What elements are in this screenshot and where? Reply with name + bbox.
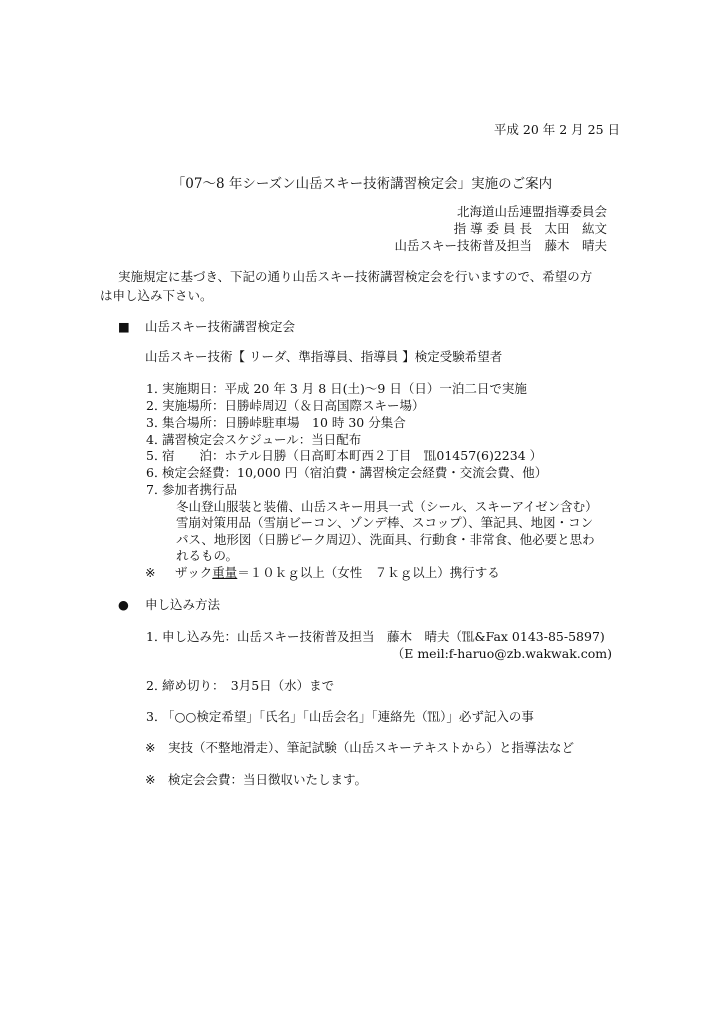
section-bullet-circle: ● (118, 597, 129, 612)
list-item-number: 6． (146, 465, 167, 480)
section2-heading: 申し込み方法 (145, 597, 221, 612)
note-text: ＝１０ｋｇ以上（女性 ７ｋｇ以上）携行する (237, 565, 500, 580)
intro-line: は申し込み下さい。 (100, 288, 213, 303)
equipment-line: れるもの。 (176, 548, 239, 563)
equipment-line: パス、地形図（日勝ピーク周辺）、洗面具、行動食・非常食、他必要と思わ (176, 532, 595, 547)
list-item-number: 1． (146, 381, 167, 396)
backpack-weight-note (175, 565, 500, 581)
list-item-number: 4． (146, 432, 167, 447)
list-item-number: 5． (146, 448, 167, 463)
document-title: 「07～8 年シーズン山岳スキー技術講習検定会」実施のご案内 (171, 176, 553, 192)
list-item-schedule: 講習検定会スケジュール：当日配布 (162, 432, 362, 447)
intro-line: 実施規定に基づき、下記の通り山岳スキー技術講習検定会を行いますので、希望の方 (118, 269, 593, 284)
issuer-organization: 北海道山岳連盟指導委員会 (456, 204, 607, 219)
list-item-meeting-place: 集合場所：日勝峠駐車場 10 時 30 分集合 (162, 415, 406, 430)
list-item-lodging: 宿 泊：ホテル日勝（日高町本町西２丁目 ℡01457(6)2234 ） (162, 448, 543, 463)
list-item-deadline: 締め切り： 3月5日（水）まで (162, 678, 335, 693)
fee-collection-note: 検定会会費：当日徴収いたします。 (168, 772, 368, 787)
section1-heading: 山岳スキー技術講習検定会 (145, 319, 296, 334)
note-text: ザック (175, 565, 213, 580)
note-underlined-text: 重量 (212, 565, 238, 580)
list-item-number: 1． (146, 629, 167, 644)
list-item-number: 2． (146, 398, 167, 413)
document-date: 平成 20 年 2 月 25 日 (493, 122, 620, 137)
list-item-fee: 検定会経費：10,000 円（宿泊費・講習検定会経費・交流会費、他） (162, 465, 548, 480)
contact-email: （E meil:f-haruo@zb.wakwak.com) (391, 646, 612, 661)
list-item-contact: 申し込み先：山岳スキー技術普及担当 藤木 晴夫（℡&Fax 0143-85-5897) (162, 629, 605, 644)
list-item-number: 2． (146, 678, 167, 693)
list-item-number: 7． (146, 482, 167, 497)
issuer-contact-person: 山岳スキー技術普及担当 藤木 晴夫 (394, 238, 607, 253)
note-mark: ※ (145, 565, 156, 580)
issuer-chairperson: 指 導 委 員 長 太田 紘文 (453, 221, 607, 236)
section-bullet-square: ■ (118, 319, 130, 334)
list-item-required-fields: 「○○検定希望」「氏名」「山岳会名」「連絡先（℡）」必ず記入の事 (162, 709, 534, 724)
section1-target: 山岳スキー技術【 リーダ、準指導員、指導員 】検定受験希望者 (145, 349, 503, 364)
equipment-line: 冬山登山服装と装備、山岳スキー用具一式（シール、スキーアイゼン含む） (176, 499, 598, 514)
list-item-venue: 実施場所：日勝峠周辺（＆日高国際スキー場） (162, 398, 425, 413)
note-mark: ※ (145, 740, 156, 755)
list-item-number: 3． (146, 415, 167, 430)
list-item-equipment: 参加者携行品 (162, 482, 238, 497)
note-mark: ※ (145, 772, 156, 787)
list-item-number: 3． (146, 709, 167, 724)
equipment-line: 雪崩対策用品（雪崩ビーコン、ゾンデ棒、スコップ）、筆記具、地図・コン (176, 515, 594, 530)
list-item-date: 実施期日：平成 20 年 3 月 8 日(土)～9 日（日）一泊二日で実施 (162, 381, 527, 396)
exam-content-note: 実技（不整地滑走）、筆記試験（山岳スキーテキストから）と指導法など (168, 740, 575, 755)
